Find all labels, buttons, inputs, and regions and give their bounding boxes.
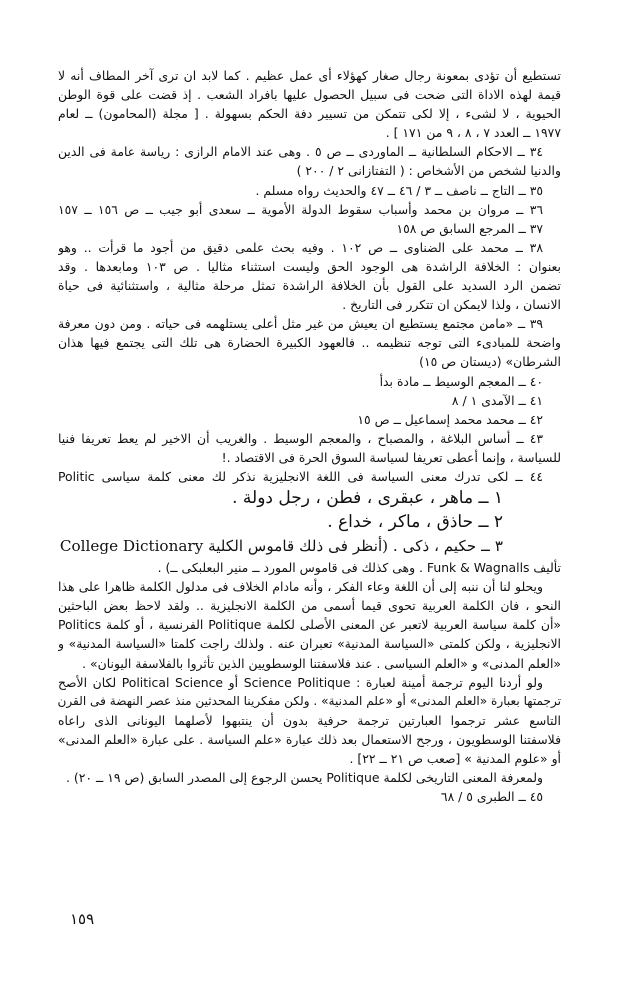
footnote-41: ٤١ ــ الآمدى ١ / ٨ <box>451 392 543 408</box>
text-line: واضحة للمبادىء التى توجه تنظيمه .. فالعهود الكبيرة الحضارة هى تلك التى يجتمع فيها هذان <box>58 335 561 351</box>
text-line: تضمن الرد السديد على القول بأن الخلافة الراشدة تمثل مرحلة مثالية ، واستثنائية فى حياة <box>58 278 561 294</box>
text-line: بعنوان : الخلافة الراشدة هى الوجود الحق وليست استثناء مثاليا . ص ١٠٣ ومابعدها . وقد <box>58 258 561 274</box>
text-line: «العلم المدنى» و «العلم السياسى . عند فلاسفتنا الوسطويين الذين تأثروا بالفلاسفة اليونان» . <box>82 655 561 671</box>
politic-meaning-3: ٣ ــ حكيم ، ذكى . (أنظر فى ذلك قاموس الكلية College Dictionary <box>59 537 503 556</box>
text-line: ولو أردنا اليوم ترجمة أمينة لعبارة : Science Politique أو Political Science لكان الأصح <box>58 674 544 690</box>
footnote-40: ٤٠ ــ المعجم الوسيط ــ مادة بدأ <box>379 373 543 389</box>
footnote-34: ٣٤ ــ الاحكام السلطانية ــ الماوردى ــ ص ٥ . وهى عند الامام الرازى : رياسة عامة فى الدين <box>58 144 543 160</box>
page-number: ١٥٩ <box>70 910 95 928</box>
text-line: الانجليزية ، ولكن كلمتى «السياسة المدنية» تعبران عنه . ولذلك راجت كلمتا «السياسة المدنية» و <box>58 636 561 652</box>
text-line: ولمعرفة المعنى التاريخى لكلمة Politique يحسن الرجوع إلى المصدر السابق (ص ١٩ ــ ٢٠) . <box>66 770 543 786</box>
text-line: للسياسة ، وإنما أعطى تعريفا لسياسة السوق الحرة فى الاقتصاد .! <box>221 449 561 465</box>
politic-meaning-2: ٢ ــ حاذق ، ماكر ، خداع . <box>327 512 503 533</box>
text-line: ١٩٧٧ ــ العدد ٧ ، ٨ ، ٩ من ١٧١ ] . <box>385 125 561 141</box>
text-line: «أن كلمة سياسة العربية لاتعبر عن المعنى الأصلى لكلمة Politique الفرنسية ، أو كلمة Politics <box>58 617 561 633</box>
text-line: ترجمتها بعبارة «العلم المدنى» أو «علم المدنية» . ولكن مفكرينا المحدثين منذ عصر النهضة فى القرن <box>58 693 561 708</box>
text-line: ويحلو لنا أن ننبه إلى أن اللغة وعاء الفكر ، وأنه مادام الخلاف فى مدلول الكلمة ظاهرا على هذا <box>58 579 543 595</box>
footnote-42: ٤٢ ــ محمد محمد إسماعيل ــ ص ١٥ <box>357 411 543 427</box>
text-line: تستطيع أن تؤدى بمعونة رجال صغار كهؤلاء أى عمل عظيم . كما لابد ان ترى آخر المطاف أنه لا <box>58 68 561 83</box>
footnote-36: ٣٦ ــ مروان بن محمد وأسباب سقوط الدولة الأموية ــ سعدى أبو جيب ــ ص ١٥٦ ــ ١٥٧ <box>58 201 543 217</box>
text-line: الحيوية ، لا لشىء ، إلا لكى تتمكن من تسيير دفة الحكم بسهولة . [ مجلة (المحامون) ــ لعام <box>58 106 561 122</box>
text-line: والدنيا لشخص من الأشخاص : ( التفتازانى ٢ / ٢٠٠ ) <box>296 163 561 179</box>
footnote-35: ٣٥ ــ التاج ــ ناصف ــ ٣ / ٤٦ ــ ٤٧ والحديث رواه مسلم . <box>255 182 543 198</box>
text-line: تأليف Funk & Wagnalls . وهى كذلك فى قاموس المورد ــ منير البعلبكى ــ) . <box>157 560 561 576</box>
text-line: التاسع عشر ترجموا العبارتين ترجمة حرفية بدون أن ينتبهوا لأصلهما اليونانى الذى راعاه <box>58 712 561 728</box>
text-line: الشرطان» (ديستان ص ١٥) <box>419 354 561 370</box>
text-line: الانسان ، ولذا لايمكن ان تتكرر فى التاريخ . <box>342 297 561 313</box>
text-line: قيمة لهذه الاداة التى ضحت فى سبيل الحصول عليها بافراد الشعب . إذ قضت على قوة الوطن <box>58 87 561 103</box>
footnote-37: ٣٧ ــ المرجع السابق ص ١٥٨ <box>396 220 543 236</box>
footnote-38: ٣٨ ــ محمد على الضناوى ــ ص ١٠٢ . وفيه بحث علمى دقيق من أجود ما قرأت .. وهو <box>58 239 543 255</box>
text-line: فلاسفتنا الوسطويون ، ورجح الاستعمال بعد ذلك عبارة «علم السياسة . على عبارة «العلم المدنى» <box>58 731 561 747</box>
text-line: النحو ، فان الكلمة العربية تحوى قيما أسمى من الكلمة الانجليزية .. ولقد لاحظ بعض الباحثين <box>58 598 561 614</box>
footnote-43: ٤٣ ــ أساس البلاغة ، والمصباح ، والمعجم الوسيط . والغريب أن الاخير لم يعط تعريفا فنيا <box>58 430 543 446</box>
footnote-44: ٤٤ ــ لكى تدرك معنى السياسة فى اللغة الانجليزية نذكر لك معنى كلمة سياسى Politic <box>58 468 543 484</box>
footnote-39: ٣٩ ــ «مامن مجتمع يستطيع ان يعيش من غير مثل أعلى يستلهمه فى حياته . ومن دون معرفة <box>58 316 543 332</box>
text-line: أو «علوم المدنية » [صعب ص ٢١ ــ ٢٢] . <box>349 751 561 766</box>
politic-meaning-1: ١ ــ ماهر ، عبقرى ، فطن ، رجل دولة . <box>232 488 503 509</box>
footnote-45: ٤٥ ــ الطبرى ٥ / ٦٨ <box>440 789 543 805</box>
